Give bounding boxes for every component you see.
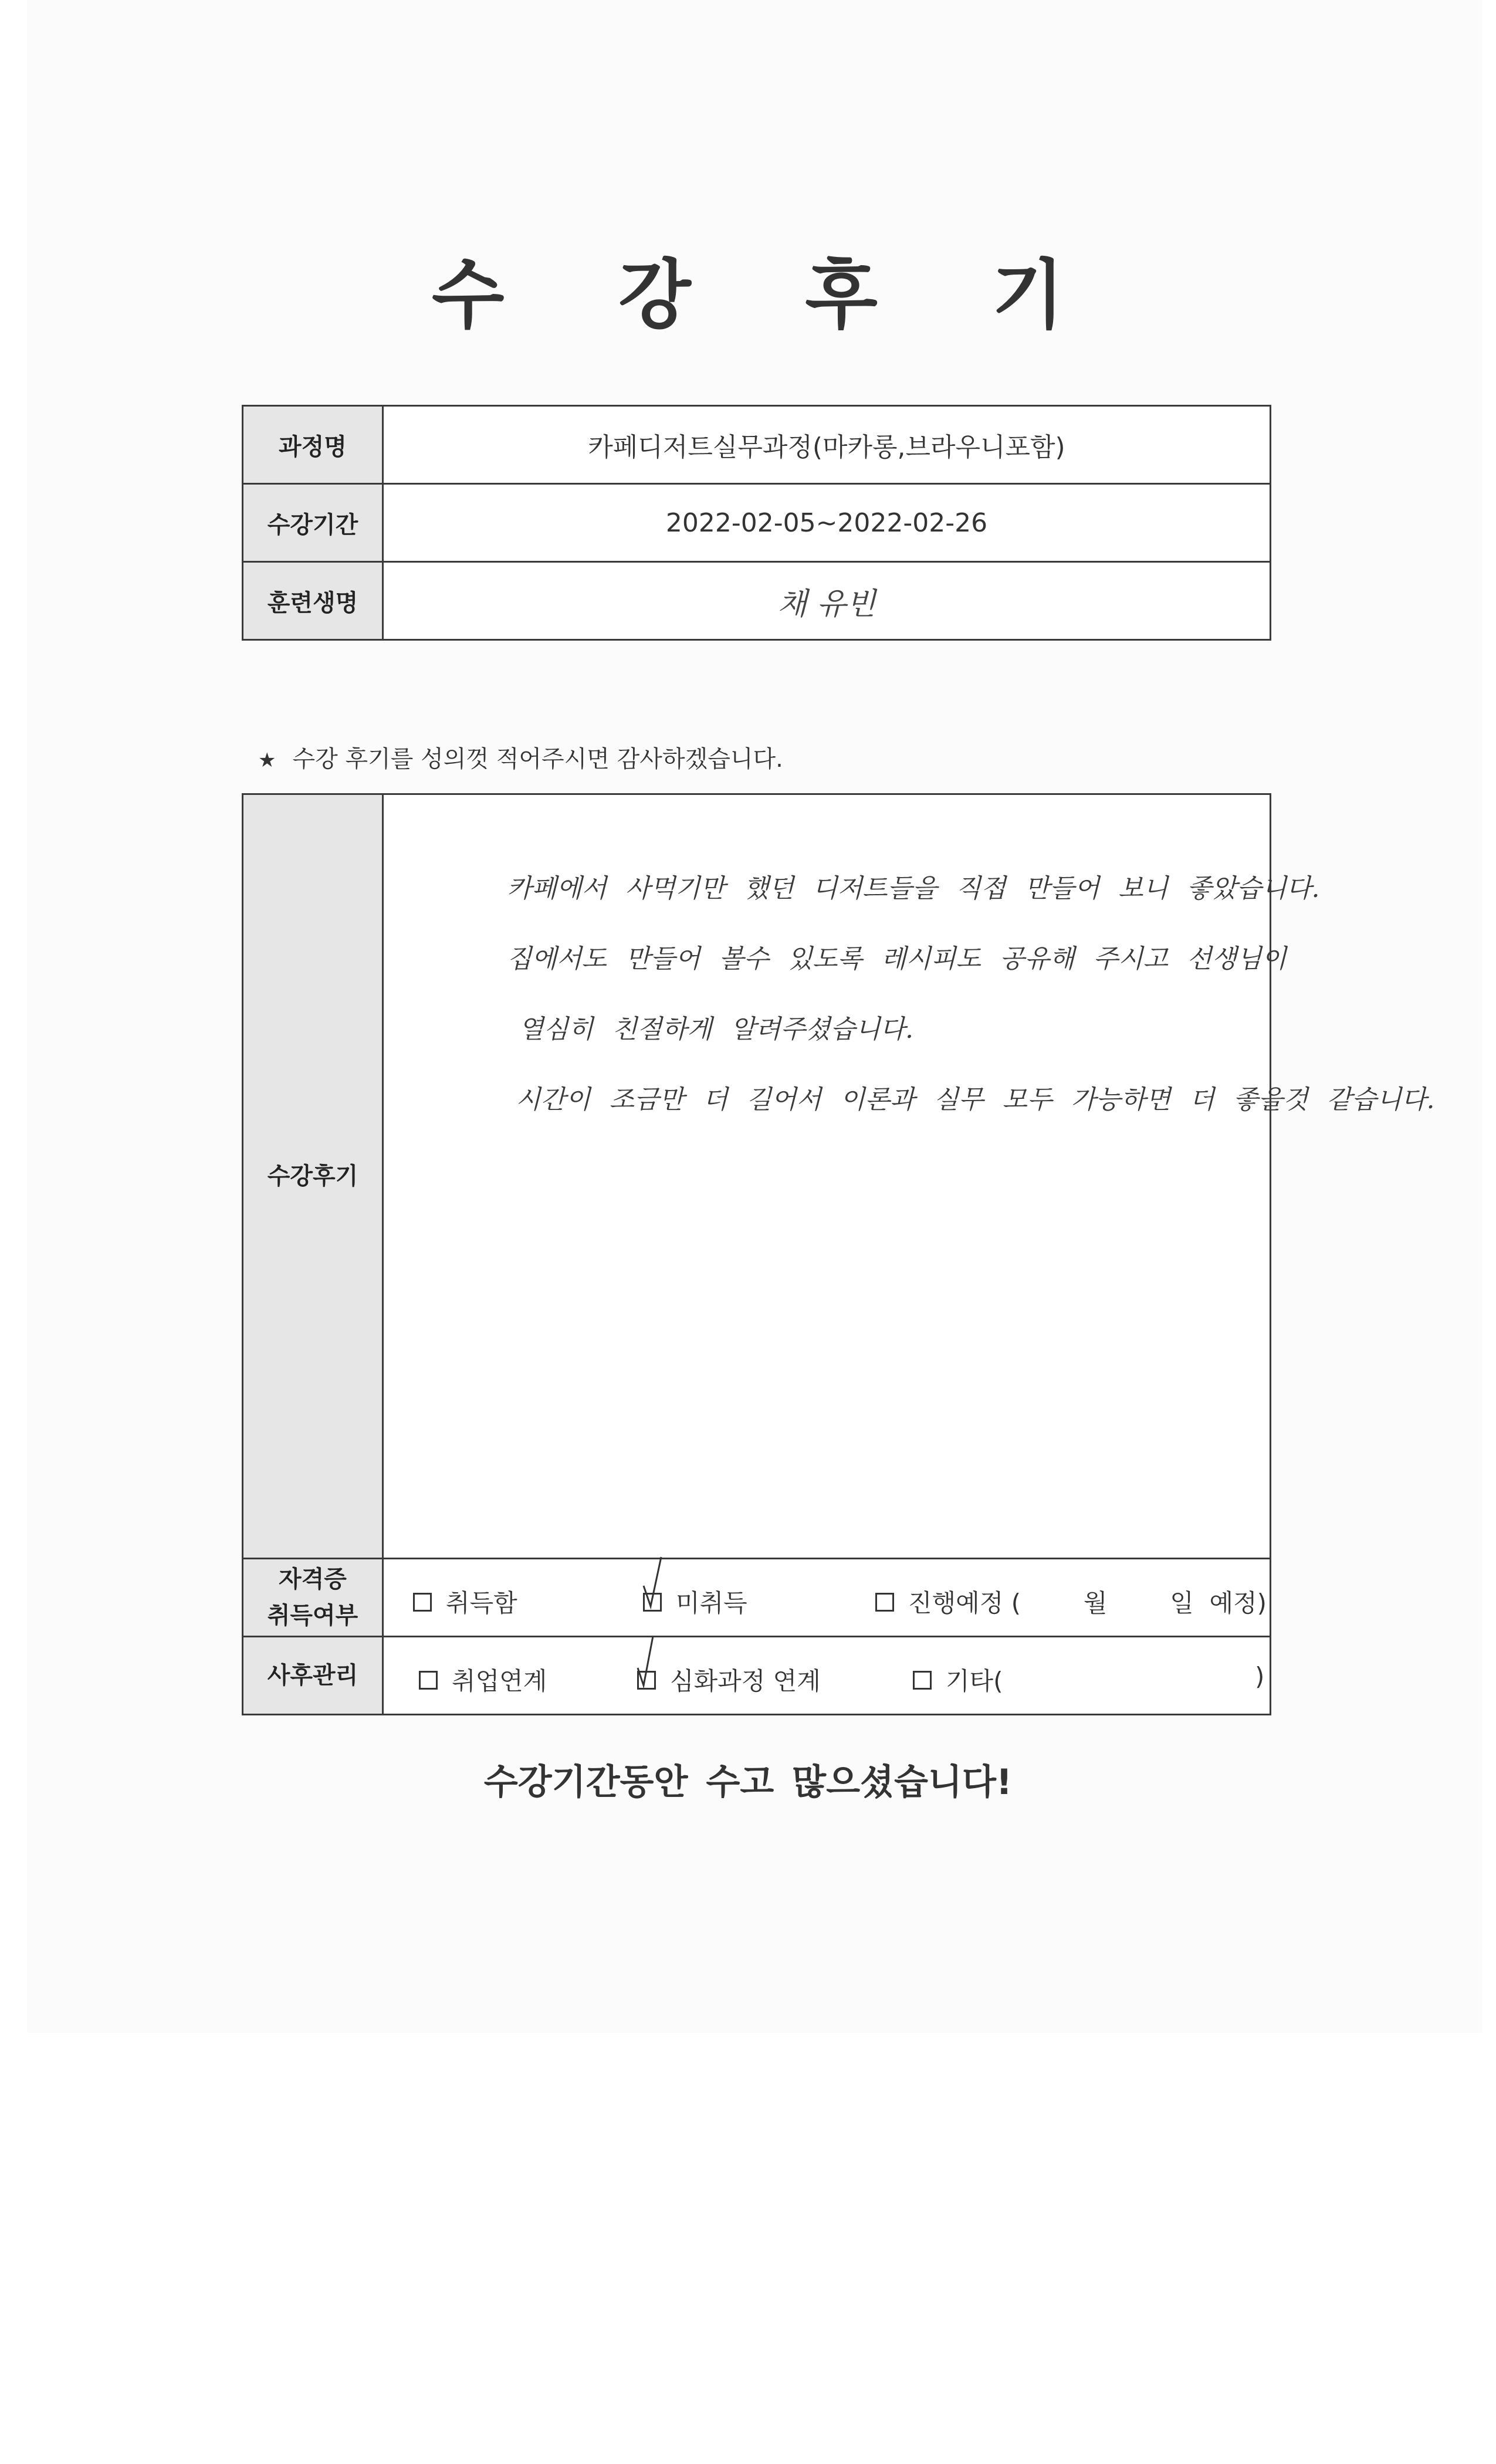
review-line: 집에서도 만들어 볼수 있도록 레시피도 공유해 주시고 선생님이 <box>507 944 1287 974</box>
check-mark-icon <box>635 1632 659 1690</box>
option-other[interactable] <box>913 1662 1003 1697</box>
page-title: 수 강 후 기 <box>431 252 1109 339</box>
review-text-block <box>384 795 1435 1135</box>
option-in-progress-label: 진행예정 ( 월 일 예정) <box>908 1589 1267 1617</box>
certificate-label <box>243 1559 383 1637</box>
trainee-value: 채 유빈 <box>383 562 1271 640</box>
course-row <box>243 406 1271 484</box>
option-other-close: ) <box>1255 1662 1265 1691</box>
option-advanced-course-label: 심화과정 연계 <box>670 1667 821 1695</box>
period-row <box>243 484 1271 562</box>
course-label: 과정명 <box>243 406 383 484</box>
trainee-label: 훈련생명 <box>243 562 383 640</box>
review-table <box>242 793 1435 1715</box>
option-employment[interactable] <box>419 1662 547 1697</box>
period-value: 2022-02-05~2022-02-26 <box>383 484 1271 562</box>
aftercare-row <box>243 1637 1271 1715</box>
review-line: 시간이 조금만 더 길어서 이론과 실무 모두 가능하면 더 좋을것 같습니다. <box>516 1085 1435 1115</box>
option-employment-label: 취업연계 <box>452 1667 547 1695</box>
option-advanced-course[interactable] <box>637 1662 821 1697</box>
checkbox-obtained[interactable] <box>413 1593 432 1612</box>
option-obtained[interactable] <box>413 1584 517 1619</box>
instruction-text: 수강 후기를 성의껏 적어주시면 감사하겠습니다. <box>292 746 783 773</box>
option-in-progress[interactable] <box>875 1584 1267 1619</box>
certificate-label-line1: 자격증 <box>279 1566 347 1593</box>
certificate-row <box>243 1559 1271 1637</box>
checkbox-in-progress[interactable] <box>875 1593 894 1612</box>
certificate-options <box>383 1559 1271 1637</box>
option-not-obtained-label: 미취득 <box>676 1589 747 1617</box>
checkbox-other[interactable] <box>913 1671 932 1690</box>
review-row <box>243 794 1271 1559</box>
checkbox-not-obtained[interactable] <box>643 1593 662 1612</box>
aftercare-options <box>383 1637 1271 1715</box>
course-info-table <box>242 405 1271 641</box>
checkbox-advanced-course[interactable] <box>637 1671 656 1690</box>
option-other-label: 기타( <box>946 1667 1003 1695</box>
option-obtained-label: 취득함 <box>446 1589 517 1617</box>
check-mark-icon <box>641 1553 665 1612</box>
checkbox-employment[interactable] <box>419 1671 438 1690</box>
review-content <box>383 794 1435 1559</box>
closing-message: 수강기간동안 수고 많으셨습니다! <box>483 1762 1013 1803</box>
option-not-obtained[interactable] <box>643 1584 747 1619</box>
trainee-row <box>243 562 1271 640</box>
instruction-note <box>258 740 783 774</box>
star-icon: ★ <box>258 749 276 772</box>
aftercare-label: 사후관리 <box>243 1637 383 1715</box>
certificate-label-line2: 취득여부 <box>267 1602 358 1629</box>
review-line: 열심히 친절하게 알려주셨습니다. <box>519 1014 914 1044</box>
review-label: 수강후기 <box>243 794 383 1559</box>
review-line: 카페에서 사먹기만 했던 디저트들을 직접 만들어 보니 좋았습니다. <box>507 874 1320 903</box>
period-label: 수강기간 <box>243 484 383 562</box>
course-value: 카페디저트실무과정(마카롱,브라우니포함) <box>383 406 1271 484</box>
